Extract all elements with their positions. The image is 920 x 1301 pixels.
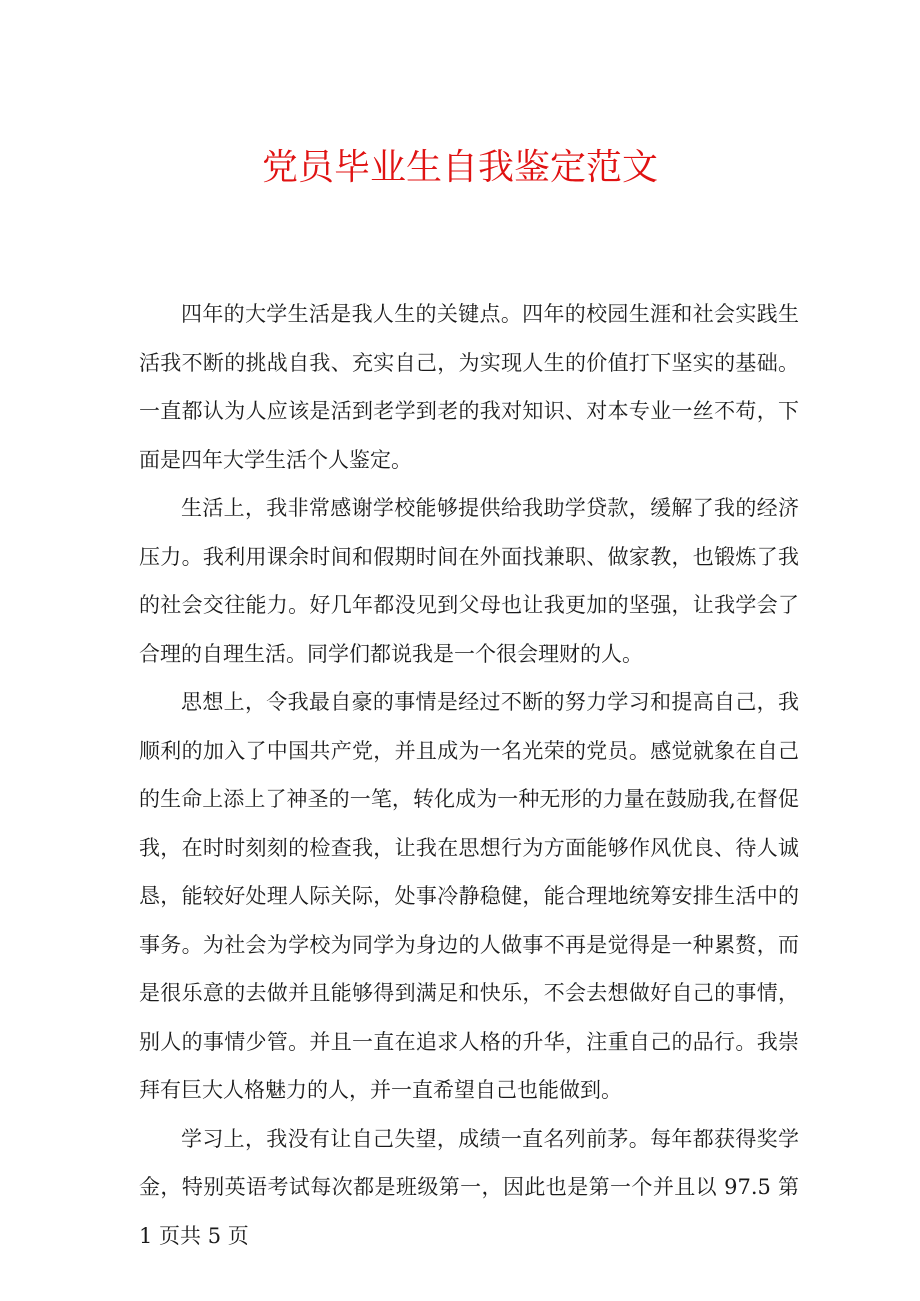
document-title: 党员毕业生自我鉴定范文 <box>261 147 658 188</box>
paragraph-thought: 思想上，令我最自豪的事情是经过不断的努力学习和提高自己，我顺利的加入了中国共产党，并且成为一名光荣的党员。感觉就象在自己的生命上添上了神圣的一笔，转化成为一种无形的力量在鼓励我,在督促我，在时时刻刻的检查我，让我在思想行为方面能够作风优良、待人诚恳，能较好处理人际关际，处事冷静稳健，能合理地统筹安排生活中的事务。为社会为学校为同学为身边的人做事不再是觉得是一种累赘，而是很乐意的去做并且能够得到满足和快乐，不会去想做好自己的事情，别人的事情少管。并且一直在追求人格的升华，注重自己的品行。我崇拜有巨大人格魅力的人，并一直希望自己也能做到。 <box>139 690 799 1102</box>
paragraph-study: 学习上，我没有让自己失望，成绩一直名列前茅。每年都获得奖学金，特别英语考试每次都是班级第一，因此也是第一个并且以 97.5 第 1 页共 5 页 <box>139 1126 799 1248</box>
paragraph-intro: 四年的大学生活是我人生的关键点。四年的校园生涯和社会实践生活我不断的挑战自我、充实自己，为实现人生的价值打下坚实的基础。一直都认为人应该是活到老学到老的我对知识、对本专业一丝不苟，下面是四年大学生活个人鉴定。 <box>139 302 799 472</box>
document-body <box>139 290 799 1260</box>
paragraph-life: 生活上，我非常感谢学校能够提供给我助学贷款，缓解了我的经济压力。我利用课余时间和假期时间在外面找兼职、做家教，也锻炼了我的社会交往能力。好几年都没见到父母也让我更加的坚强，让我学会了合理的自理生活。同学们都说我是一个很会理财的人。 <box>139 496 799 666</box>
